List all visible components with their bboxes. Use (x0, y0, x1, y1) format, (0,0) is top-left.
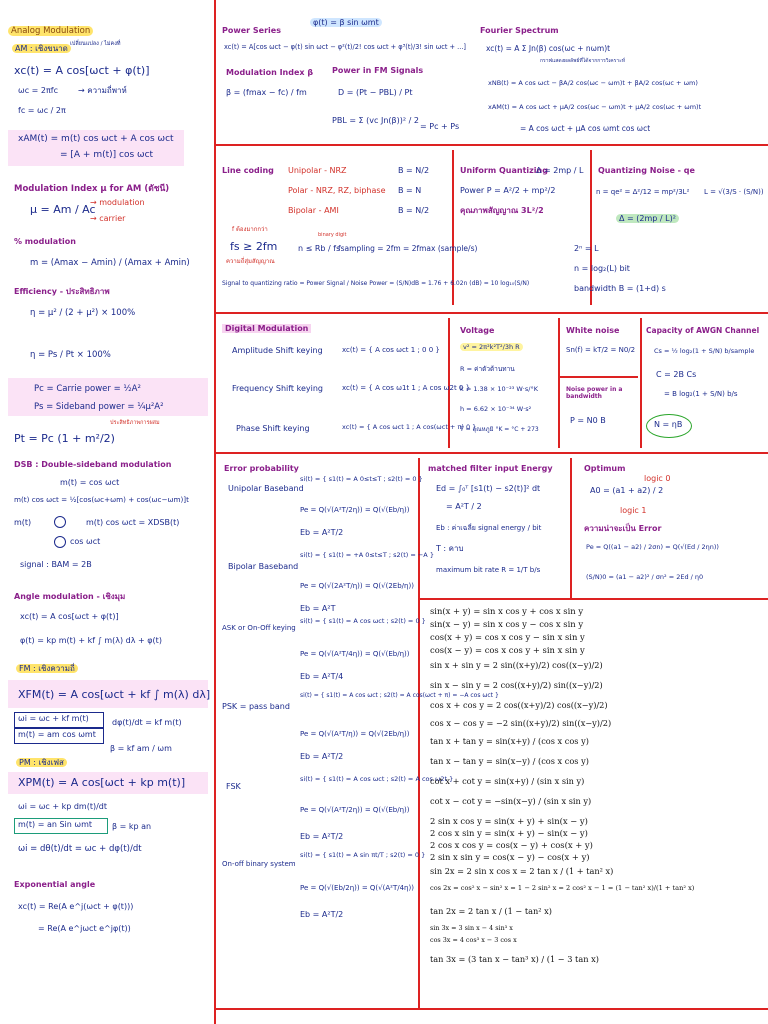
err-oo-s: si(t) = { s1(t) = A sin πt/T ; s2(t) = 0 } (300, 851, 426, 859)
pe1: Pe = Q((a1 − a2) / 2σn) = Q(√(Ed / 2ηn)) (586, 543, 719, 551)
eq-wc: ωc = 2πfc (18, 86, 59, 95)
cap-title: Capacity of AWGN Channel (646, 326, 760, 335)
ps-line: Ps = Sideband power = ¼μ²A² (34, 402, 164, 412)
mixer-icon (54, 516, 66, 528)
qn-title: Quantizing Noise - qe (598, 166, 695, 175)
pfm1: D = (Pt − PBL) / Pt (338, 88, 413, 97)
dm-fsk: Frequency Shift keying (232, 384, 323, 393)
ps-title: Power Series (222, 26, 281, 35)
am-note: เปลี่ยนแปลง / ไม่คงที่ (70, 41, 121, 47)
mi-formula: μ = Am / Ac (30, 203, 96, 216)
v4: h = 6.62 × 10⁻³⁴ W·s² (460, 405, 532, 413)
v1: v² = 2π²k²T²/3h R (460, 344, 523, 352)
mf4: T : คาบ (436, 544, 464, 553)
mf3: Eb : ค่าเฉลี่ย signal energy / bit (436, 524, 542, 532)
dm-title: Digital Modulation (222, 324, 311, 334)
divider-left (214, 0, 216, 1024)
trig-identity: tan x − tan y = sin(x−y) / (cos x cos y) (430, 756, 589, 766)
fs-note: f ต้องมากกว่า (232, 226, 268, 233)
divider-dm-2 (558, 318, 560, 448)
mf5: maximum bit rate R = 1/T b/s (436, 566, 541, 574)
opt1: A0 = (a1 + a2) / 2 (590, 486, 664, 495)
am-label: AM : เชิงขนาด (12, 44, 71, 54)
err-oo-pe: Pe = Q(√(Eb/2η)) = Q(√(A²T/4η)) (300, 884, 414, 892)
uq-delta: Δ = 2mp / L (536, 166, 584, 175)
qn1: n = qe² = Δ²/12 = mp²/3L² (596, 188, 690, 196)
dsb-osc: cos ωct (70, 537, 101, 546)
eff1: η = μ² / (2 + μ²) × 100% (30, 308, 136, 318)
trig-identity: sin x − sin y = 2 cos((x+y)/2) sin((x−y)/2) (430, 680, 603, 690)
mi-title: Modulation Index μ for AM (ดัชนี) (14, 184, 170, 194)
err-ub-s: si(t) = { s1(t) = A 0≤t≤T ; s2(t) = 0 } (300, 475, 423, 483)
eff2: η = Ps / Pt × 100% (30, 350, 111, 360)
trig-identity: cos x − cos y = −2 sin((x+y)/2) sin((x−y)/2) (430, 718, 612, 728)
pm-mt: m(t) = an Sin ωmt (18, 820, 93, 829)
fs2: xNB(t) = A cos ωct − βA/2 cos(ωc − ωm)t + βA/2 cos(ωc + ωm) (488, 79, 698, 87)
err-oo: On-off binary system (222, 860, 296, 868)
pfm3: = Pc + Ps (420, 122, 460, 131)
rb-note: binary digit (318, 232, 347, 238)
err-ub-pe: Pe = Q(√(A²T/2η)) = Q(√(Eb/η)) (300, 506, 410, 514)
dsb-out: m(t) cos ωct = XDSB(t) (86, 518, 180, 527)
divider-bottom (214, 1008, 768, 1010)
pm-beta: β = kp an (112, 822, 152, 831)
pc-line: Pc = Carrie power = ½A² (34, 384, 141, 394)
fs-title: Fourier Spectrum (480, 26, 559, 35)
fm-wi: ωi = ωc + kf m(t) (18, 714, 89, 723)
err-psk-s: si(t) = { s1(t) = A cos ωct ; s2(t) = A cos(ωct + π) = −A cos ωct } (300, 692, 499, 699)
pfm2: PBL = Σ (vc Jn(β))² / 2 (332, 116, 419, 125)
trig-identity: cos 3x = 4 cos³ x − 3 cos x (430, 936, 517, 944)
wc-note: → ความถี่พาห์ (78, 86, 127, 95)
dsb-title: DSB : Double-sideband modulation (14, 460, 172, 469)
divider-err-2 (570, 458, 572, 598)
fs3: xAM(t) = A cos ωct + μA/2 cos(ωc − ωm)t + μA/2 cos(ωc + ωm)t (488, 103, 702, 111)
fsampling: fsampling = 2fm = 2fmax (sample/s) (338, 244, 478, 253)
dm-ask-f: xc(t) = { A cos ωct 1 ; 0 0 } (342, 346, 440, 354)
qn2: L = √(3/S · (S/N)) (704, 188, 764, 196)
exp1: xc(t) = Re(A e^j(ωct + φ(t))) (18, 902, 134, 911)
fs1: fs ≥ 2fm (230, 240, 278, 253)
nl1: 2ⁿ = L (574, 244, 599, 253)
mf-title: matched filter input Energy (428, 464, 553, 473)
angle1: xc(t) = A cos[ωct + φ(t)] (20, 612, 119, 621)
fs-note2: ความถี่สุ่มสัญญาณ (226, 258, 275, 265)
fs1: xc(t) = A Σ Jn(β) cos(ωc + nωm)t (486, 44, 611, 53)
err-fsk: FSK (226, 782, 241, 791)
lc-title: Line coding (222, 166, 274, 175)
trig-identity: sin 2x = 2 sin x cos x = 2 tan x / (1 + tan² x) (430, 866, 614, 876)
pe2: (S/N)0 = (a1 − a2)² / σn² = 2Ed / η0 (586, 573, 704, 581)
pe-title: ความน่าจะเป็น Error (584, 524, 662, 533)
trig-identity: sin 3x = 3 sin x − 4 sin³ x (430, 924, 513, 932)
err-bb-pe: Pe = Q(√(2A²T/η)) = Q(√(2Eb/η)) (300, 582, 414, 590)
trig-identity: sin(x − y) = sin x cos y − cos x sin y (430, 619, 584, 629)
signal-line: signal : BAM = 2B (20, 560, 92, 569)
trig-identity: cot x + cot y = sin(x+y) / (sin x sin y) (430, 776, 585, 786)
qn-delta: Δ = (2mp / L)² (616, 214, 679, 224)
dsb1: m(t) = cos ωct (60, 478, 120, 487)
section-title-analog: Analog Modulation (8, 26, 93, 36)
trig-identity: 2 sin x sin y = cos(x − y) − cos(x + y) (430, 852, 590, 862)
pct-title: % modulation (14, 237, 76, 246)
exp2: = Re(A e^jωct e^jφ(t)) (38, 924, 131, 933)
mi-mod: → modulation (90, 198, 145, 207)
eq-xc: xc(t) = A cos[ωct + φ(t)] (14, 64, 150, 77)
fm-mt: m(t) = am cos ωmt (18, 730, 96, 739)
wn-title: White noise (566, 326, 620, 335)
exp-title: Exponential angle (14, 880, 96, 889)
trig-identity: cot x − cot y = −sin(x−y) / (sin x sin y) (430, 796, 592, 806)
mi-formula-top: β = (fmax − fc) / fm (226, 88, 307, 97)
mf1: Ed = ∫₀ᵀ [s1(t) − s2(t)]² dt (436, 484, 541, 493)
cap2: C = 2B Cs (656, 370, 697, 379)
dm-fsk-f: xc(t) = { A cos ω1t 1 ; A cos ω2t 0 } (342, 384, 471, 392)
err-psk: PSK = pass band (222, 702, 290, 711)
dsb2: m(t) cos ωct = ½[cos(ωc+ωm) + cos(ωc−ωm)]t (14, 495, 189, 504)
sqr: Signal to quantizing ratio = Power Signal / Noise Power = (S/N)dB = 1.76 + 6.02n (dB) = 10 log₁₀(S/N) (222, 280, 530, 287)
divider-dm-3 (640, 318, 642, 448)
trig-identity: sin(x + y) = sin x cos y + cos x sin y (430, 606, 584, 616)
cap4: N = ηB (654, 420, 683, 429)
err-title: Error probability (224, 464, 299, 473)
err-ask-s: si(t) = { s1(t) = A cos ωct ; s2(t) = 0 } (300, 617, 426, 625)
v5: T = อุณหภูมิ °K = °C + 273 (460, 426, 539, 433)
lc-bipolar: Bipolar - AMI (288, 206, 339, 215)
v-title: Voltage (460, 326, 495, 335)
pm-wi: ωi = ωc + kp dm(t)/dt (18, 802, 108, 811)
pm-wi2: ωi = dθ(t)/dt = ωc + dφ(t)/dt (18, 844, 142, 854)
lc-unipolar-b: B = N/2 (398, 166, 430, 175)
trig-identity: tan x + tan y = sin(x+y) / (cos x cos y) (430, 736, 589, 746)
fs4: = A cos ωct + μA cos ωmt cos ωct (520, 124, 651, 133)
err-oo-eb: Eb = A²T/2 (300, 910, 344, 919)
err-ub-eb: Eb = A²T/2 (300, 528, 344, 537)
trig-identity: 2 cos x cos y = cos(x − y) + cos(x + y) (430, 840, 593, 850)
divider-row3 (214, 452, 768, 454)
logic1: logic 1 (620, 506, 647, 515)
err-psk-pe: Pe = Q(√(A²T/η)) = Q(√(2Eb/η)) (300, 730, 410, 738)
err-fsk-s: si(t) = { s1(t) = A cos ωct ; s2(t) = A cos ω2t } (300, 775, 454, 783)
mi-car: → carrier (90, 214, 126, 223)
wn2: Noise power in a bandwidth (566, 386, 623, 401)
fm-beta: β = kf am / ωm (110, 744, 172, 753)
mf2: = A²T / 2 (446, 502, 482, 511)
eq-xpm: XPM(t) = A cos[ωct + kp m(t)] (18, 776, 186, 789)
cap1: Cs = ½ log₂(1 + S/N) b/sample (654, 347, 755, 355)
phi-line: φ(t) = β sin ωmt (310, 18, 382, 28)
angle2: φ(t) = kp m(t) + kf ∫ m(λ) dλ + φ(t) (20, 636, 162, 645)
dsb-in: m(t) (14, 518, 32, 527)
mi-title-top: Modulation Index β (226, 68, 314, 77)
dm-psk-f: xc(t) = { A cos ωct 1 ; A cos(ωct + π) 0 } (342, 423, 477, 431)
divider-row2 (214, 312, 768, 314)
nl2: n = log₂(L) bit (574, 264, 630, 273)
err-fsk-eb: Eb = A²T/2 (300, 832, 344, 841)
eff-title: Efficiency - ประสิทธิภาพ (14, 287, 110, 296)
uq-signal: คุณภาพสัญญาณ 3L²/2 (460, 206, 544, 215)
trig-identity: cos x + cos y = 2 cos((x+y)/2) cos((x−y)/2) (430, 700, 608, 710)
err-ask: ASK or On-Off keying (222, 624, 296, 632)
divider-err-mid (418, 598, 768, 600)
fm-label: FM : เชิงความถี่ (16, 664, 78, 674)
eq-xfm: XFM(t) = A cos[ωct + kf ∫ m(λ) dλ] (18, 688, 211, 701)
divider-top-mid2 (590, 150, 592, 305)
err-ask-eb: Eb = A²T/4 (300, 672, 344, 681)
opt-title: Optimum (584, 464, 626, 473)
trig-identity: tan 2x = 2 tan x / (1 − tan² x) (430, 906, 552, 916)
pct-formula: m = (Amax − Amin) / (Amax + Amin) (30, 258, 190, 268)
trig-identity: tan 3x = (3 tan x − tan³ x) / (1 − 3 tan x) (430, 954, 599, 964)
ps-formula: xc(t) = A[cos ωct − φ(t) sin ωct − φ²(t)/2! cos ωct + φ³(t)/3! sin ωct + ...] (224, 43, 466, 51)
pfm-title: Power in FM Signals (332, 66, 424, 75)
divider-row1 (214, 144, 768, 146)
eq-xam: xAM(t) = m(t) cos ωct + A cos ωct (18, 134, 174, 144)
err-psk-eb: Eb = A²T/2 (300, 752, 344, 761)
trig-identity: cos(x + y) = cos x cos y − sin x sin y (430, 632, 585, 642)
uq-title: Uniform Quantizing (460, 166, 548, 175)
wn3: P = N0 B (570, 416, 606, 425)
logic0: logic 0 (644, 474, 671, 483)
trig-identity: cos(x − y) = cos x cos y + sin x sin y (430, 645, 585, 655)
err-ask-pe: Pe = Q(√(A²T/4η)) = Q(√(Eb/η)) (300, 650, 410, 658)
err-fsk-pe: Pe = Q(√(A²T/2η)) = Q(√(Eb/η)) (300, 806, 410, 814)
trig-identity: sin x + sin y = 2 sin((x+y)/2) cos((x−y)/2) (430, 660, 603, 670)
lc-polar-b: B = N (398, 186, 422, 195)
trig-identity: cos 2x = cos² x − sin² x = 1 − 2 sin² x = 2 cos² x − 1 = (1 − tan² x)/(1 + tan² x) (430, 884, 695, 892)
trig-identity: 2 cos x sin y = sin(x + y) − sin(x − y) (430, 828, 588, 838)
fs-note: กราฟแสดงผลลัพธ์ที่ได้จากการวิเคราะห์ (540, 58, 626, 64)
err-ub: Unipolar Baseband (228, 484, 304, 493)
cap3: = B log₂(1 + S/N) b/s (664, 390, 738, 398)
lc-bipolar-b: B = N/2 (398, 206, 430, 215)
err-bb: Bipolar Baseband (228, 562, 299, 571)
pm-label: PM : เชิงเฟส (16, 758, 67, 768)
fm-dphi: dφ(t)/dt = kf m(t) (112, 718, 182, 727)
dm-ask: Amplitude Shift keying (232, 346, 323, 355)
divider-err-3 (418, 600, 420, 1008)
pt-line: Pt = Pc (1 + m²/2) (14, 432, 115, 445)
dm-psk: Phase Shift keying (236, 424, 310, 433)
bandwidth: bandwidth B = (1+d) s (574, 284, 666, 293)
oscillator-icon (54, 536, 66, 548)
rb: n ≤ Rb / fs (298, 244, 341, 253)
eq-xam2: = [A + m(t)] cos ωct (60, 150, 154, 160)
angle-title: Angle modulation - เชิงมุม (14, 592, 126, 601)
pt-note: ประสิทธิภาพการผสม (110, 420, 160, 426)
v2: R = ค่าตัวต้านทาน (460, 365, 515, 373)
uq-power: Power P = A²/2 + mp²/2 (460, 186, 556, 195)
wn1: Sn(f) = kT/2 = N0/2 (566, 346, 636, 354)
eq-fc: fc = ωc / 2π (18, 106, 66, 115)
divider-noise (560, 376, 638, 378)
lc-unipolar: Unipolar - NRZ (288, 166, 347, 175)
trig-identity: 2 sin x cos y = sin(x + y) + sin(x − y) (430, 816, 588, 826)
err-bb-s: si(t) = { s1(t) = +A 0≤t≤T ; s2(t) = −A } (300, 551, 434, 559)
err-bb-eb: Eb = A²T (300, 604, 336, 613)
lc-polar: Polar - NRZ, RZ, biphase (288, 186, 386, 195)
v3: k = 1.38 × 10⁻²³ W·s/°K (460, 385, 538, 393)
